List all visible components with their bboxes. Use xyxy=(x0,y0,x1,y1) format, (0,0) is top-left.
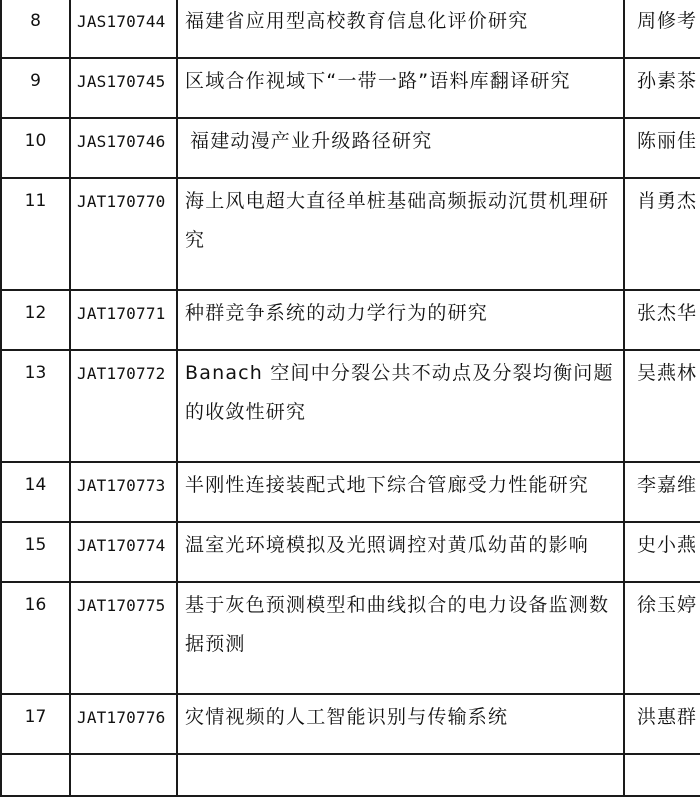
project-code: JAS170744 xyxy=(70,0,177,58)
table-row xyxy=(1,582,700,694)
table-row xyxy=(1,0,700,58)
table-row-partial xyxy=(1,754,700,796)
project-code: JAS170746 xyxy=(70,118,177,178)
project-code: JAS170745 xyxy=(70,58,177,118)
project-title: 半刚性连接装配式地下综合管廊受力性能研究 xyxy=(177,462,624,522)
project-leader: 洪惠群 xyxy=(624,694,700,754)
project-title: 温室光环境模拟及光照调控对黄瓜幼苗的影响 xyxy=(177,522,624,582)
project-leader: 张杰华 xyxy=(624,290,700,350)
row-number: 9 xyxy=(1,58,70,118)
project-code: JAT170770 xyxy=(70,178,177,290)
project-leader: 陈丽佳 xyxy=(624,118,700,178)
project-code: JAT170776 xyxy=(70,694,177,754)
project-code: JAT170773 xyxy=(70,462,177,522)
row-number: 16 xyxy=(1,582,70,694)
project-title: Banach 空间中分裂公共不动点及分裂均衡问题的收敛性研究 xyxy=(177,350,624,462)
table-row xyxy=(1,350,700,462)
project-title: 区域合作视域下“一带一路”语料库翻译研究 xyxy=(177,58,624,118)
project-code: JAT170774 xyxy=(70,522,177,582)
row-number: 13 xyxy=(1,350,70,462)
project-leader: 史小燕 xyxy=(624,522,700,582)
table-row xyxy=(1,118,700,178)
project-code: JAT170771 xyxy=(70,290,177,350)
table-row xyxy=(1,694,700,754)
row-number: 8 xyxy=(1,0,70,58)
row-number: 15 xyxy=(1,522,70,582)
project-title: 种群竞争系统的动力学行为的研究 xyxy=(177,290,624,350)
project-leader: 徐玉婷 xyxy=(624,582,700,694)
empty-cell xyxy=(70,754,177,796)
row-number: 11 xyxy=(1,178,70,290)
project-leader: 吴燕林 xyxy=(624,350,700,462)
table-row xyxy=(1,462,700,522)
project-code: JAT170772 xyxy=(70,350,177,462)
project-title: 福建省应用型高校教育信息化评价研究 xyxy=(177,0,624,58)
row-number: 17 xyxy=(1,694,70,754)
table-row xyxy=(1,58,700,118)
project-title: 福建动漫产业升级路径研究 xyxy=(177,118,624,178)
row-number: 10 xyxy=(1,118,70,178)
table-row xyxy=(1,178,700,290)
project-leader: 李嘉维 xyxy=(624,462,700,522)
project-title: 基于灰色预测模型和曲线拟合的电力设备监测数据预测 xyxy=(177,582,624,694)
empty-cell xyxy=(1,754,70,796)
empty-cell xyxy=(177,754,624,796)
empty-cell xyxy=(624,754,700,796)
table-row xyxy=(1,522,700,582)
table-row xyxy=(1,290,700,350)
project-leader: 孙素茶 xyxy=(624,58,700,118)
project-leader: 肖勇杰 xyxy=(624,178,700,290)
project-title: 灾情视频的人工智能识别与传输系统 xyxy=(177,694,624,754)
project-code: JAT170775 xyxy=(70,582,177,694)
row-number: 14 xyxy=(1,462,70,522)
row-number: 12 xyxy=(1,290,70,350)
project-title: 海上风电超大直径单桩基础高频振动沉贯机理研究 xyxy=(177,178,624,290)
project-leader: 周修考 xyxy=(624,0,700,58)
